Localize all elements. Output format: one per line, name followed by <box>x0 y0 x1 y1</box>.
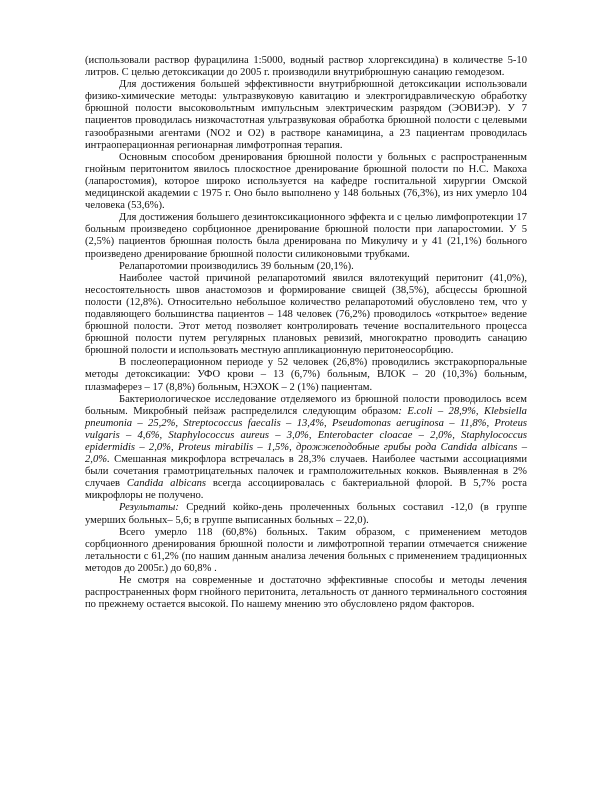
paragraph-p10 <box>85 575 527 611</box>
text-run: Для достижения большего дезинтоксикационного эффекта и с целью лимфопротекции 17 больным произведено сорбционное дренирование брюшной полости при лапаростомии. У 5 (2,5%) пациентов брюшная полость была дренирована по Микуличу и у 41 (21,1%) больного произведено дренирование брюшной полости силиконовыми трубками. <box>85 212 527 260</box>
paragraph-p8 <box>85 502 527 526</box>
italic-text-run: Результаты: <box>119 502 179 514</box>
paragraph-p3 <box>85 212 527 260</box>
text-run: Всего умерло 118 (60,8%) больных. Таким образом, с применением методов сорбционного дренирования брюшной полости и лимфотропной терапии отмечается снижение летальности с 61,2% (по нашим данным анализа лечения больных с применением традиционных методов до 2005г.) до 60,8% . <box>85 526 527 574</box>
italic-text-run: Candida albicans <box>126 478 207 490</box>
text-run: В послеоперационном периоде у 52 человек (26,8%) проводились экстракорпоральные методы детоксикации: УФО крови – 13 (6,7%) больным, ВЛОК – 20 (10,3%) больным, плазмаферез – 17 (8,8%) больным, НЭХОК – 2 (1%) пациентам. <box>85 357 527 393</box>
paragraph-p5 <box>85 273 527 358</box>
paragraph-p4 <box>85 261 527 273</box>
text-run: Наиболее частой причиной релапаротомий явился вялотекущий перитонит (41,0%), несостоятельность швов анастомозов и формирование свищей (38,5%), абсцессы брюшной полости (12,8%). Относительно небольшое количество релапаротомий обусловлено тем, что у подавляющего большинства пациентов – 148 человек (76,2%) проводилось «открытое» ведение брюшной полости. Этот метод позволяет контролировать течение воспалительного процесса брюшной полости путем регулярных плановых ревизий, многократно проводить санацию брюшной полости и использовать местную аппликационную перитонеосорбцию. <box>85 272 527 357</box>
text-run: (использовали раствор фурацилина 1:5000, водный раствор хлоргексидина) в количестве 5-10 литров. С целью детоксикации до 2005 г. производили внутрибрюшную санацию гемодезом. <box>85 55 527 79</box>
paragraph-p1 <box>85 79 527 152</box>
text-run: Не смотря на современные и достаточно эффективные способы и методы лечения распространенных форм гнойного перитонита, летальность от данного терминального состояния по прежнему остается высокой. По нашему мнению это обусловлено рядом факторов. <box>85 575 527 611</box>
paragraph-p7 <box>85 394 527 503</box>
paragraph-p2 <box>85 152 527 212</box>
text-run: Для достижения большей эффективности внутрибрюшной детоксикации использовали физико-химические методы: ультразвуковую кавитацию и электрогидравлическую обработку брюшной полости высоковольтным импульсным электрическим разрядом (ЭОВИЭР). У 7 пациентов проводилась низкочастотная ультразвуковая обработка брюшной полости с целевыми газообразными агентами (NO2 и O2) в растворе канамицина, а 23 пациентам проводилась интраоперационная регионарная лимфотропная терапия. <box>85 79 527 151</box>
paragraph-p6 <box>85 357 527 393</box>
italic-text-run: : E.coli – 28,9%, Klebsiella pneumonia – 25,2%, Streptococcus faecalis – 13,4%, Pseudomonas aeruginosa – 11,8%, Proteus vulgaris – 4,6%, Staphylococcus aureus – 3,0%, Enterobacter cloacae – 2,0%, Staphylococcus epidermidis – 2,0%, Proteus mirabilis – 1,5%, дрожжеподобные грибы рода Candida albicans – 2,0%. <box>85 405 527 466</box>
text-run: Релапаротомии производились 39 больным (20,1%). <box>119 260 354 272</box>
text-run: Смешанная микрофлора встречалась в 28,3% случаев. Наиболее частыми ассоциациями были сочетания грамотрицательных палочек и грамположительных кокков. Выявленная в 2% случаев <box>85 454 527 490</box>
text-run: Бактериологическое исследование отделяемого из брюшной полости проводилось всем больным. Микробный пейзаж распределился следующим образом <box>85 393 527 417</box>
paragraph-p9 <box>85 527 527 575</box>
document-body <box>85 55 527 611</box>
text-run: всегда ассоциировалась с бактериальной флорой. В 5,7% роста микрофлоры не получено. <box>85 478 528 502</box>
text-run: Средний койко-день пролеченных больных составил -12,0 (в группе умерших больных– 5,6; в группе выписанных больных – 22,0). <box>85 502 527 526</box>
text-run: Основным способом дренирования брюшной полости у больных с распространенным гнойным перитонитом явилось плоскостное дренирование брюшной полости по Н.С. Макоха (лапаростомия), которое широко используется на кафедре госпитальной хирургии Омской медицинской академии с 1975 г. Оно было выполнено у 148 больных (76,3%), из них умерло 104 человека (53,6%). <box>85 151 527 212</box>
paragraph-p0 <box>85 55 527 79</box>
